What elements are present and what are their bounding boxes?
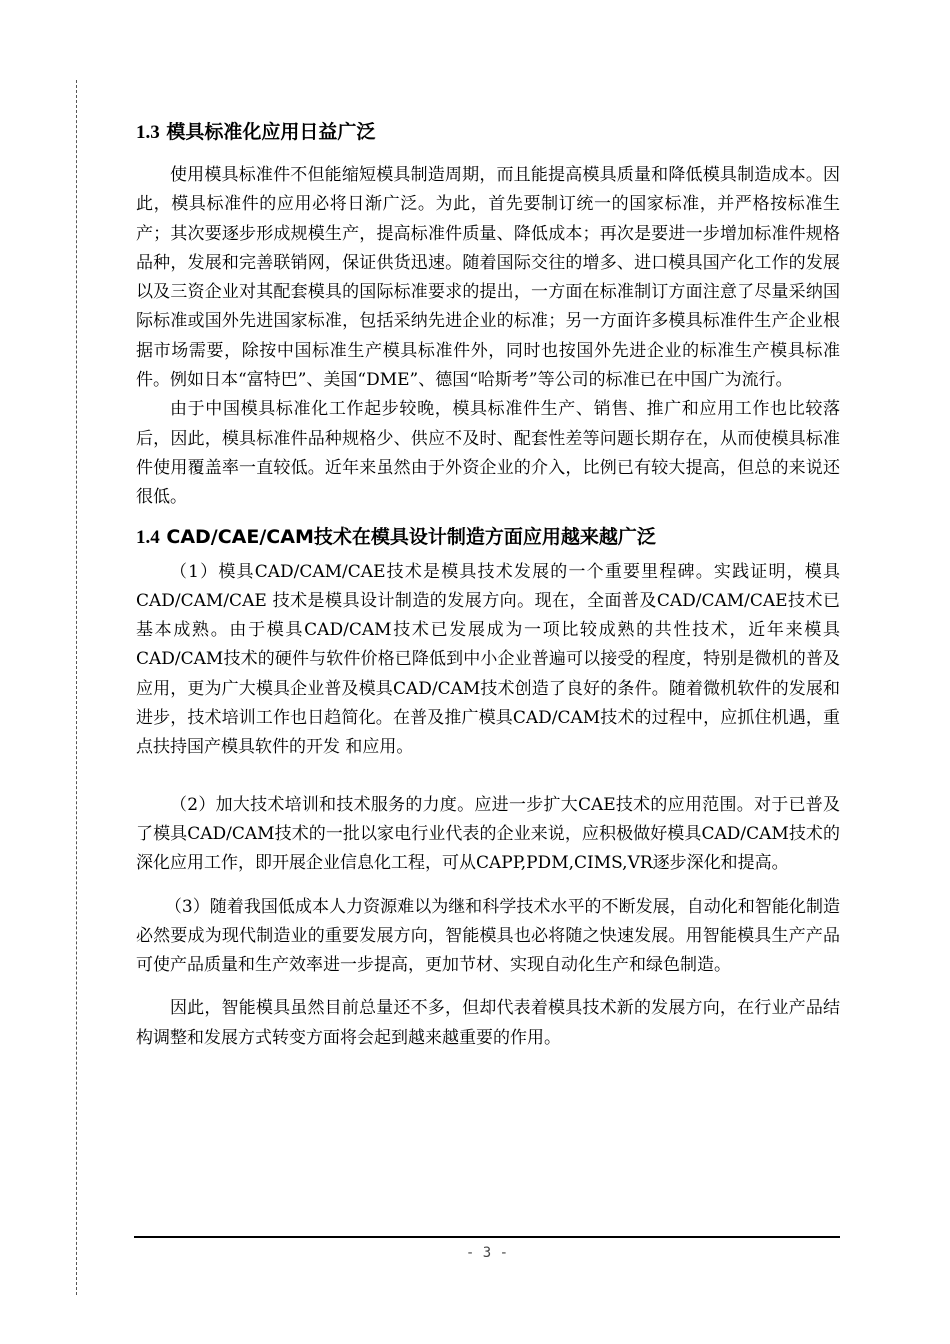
footer-rule [134,1236,840,1238]
section-heading-1-4 [136,523,840,552]
document-body [136,118,840,1053]
paragraph: 因此，智能模具虽然目前总量还不多，但却代表着模具技术新的发展方向，在行业产品结构调整和发展方式转变方面将会起到越来越重要的作用。 [136,998,840,1048]
paragraph: 使用模具标准件不但能缩短模具制造周期，而且能提高模具质量和降低模具制造成本。因此，模具标准件的应用必将日渐广泛。为此，首先要制订统一的国家标准，并严格按标准生产；其次要逐步形成规模生产，提高标准件质量、降低成本；再次是要进一步增加标准件规格品种，发展和完善联销网，保证供货迅速。随着国际交往的增多、进口模具国产化工作的发展以及三资企业对其配套模具的国际标准要求的提出，一方面在标准制订方面注意了尽量采纳国际标准或国外先进国家标准，包括采纳先进企业的标准；另一方面许多模具标准件生产企业根据市场需要，除按中国标准生产模具标准件外，同时也按国外先进企业的标准生产模具标准件。例如日本“富特巴”、美国“DME”、德国“哈斯考”等公司的标准已在中国广为流行。 [136,165,840,391]
section-title: CAD/CAE/CAM技术在模具设计制造方面应用越来越广泛 [166,525,656,548]
section-title: 模具标准化应用日益广泛 [166,121,376,143]
page-number: - 3 - [465,1245,509,1261]
paragraph: （3）随着我国低成本人力资源难以为继和科学技术水平的不断发展，自动化和智能化制造必然要成为现代制造业的重要发展方向，智能模具也必将随之快速发展。用智能模具生产产品可使产品质量和生产效率进一步提高，更加节材、实现自动化生产和绿色制造。 [136,896,840,976]
paragraph: （1）模具CAD/CAM/CAE技术是模具技术发展的一个重要里程碑。实践证明，模具CAD/CAM/CAE 技术是模具设计制造的发展方向。现在，全面普及CAD/CAM/CAE技术已基本成熟。由于模具CAD/CAM技术已发展成为一项比较成熟的共性技术，近年来模具CAD/CAM技术的硬件与软件价格已降低到中小企业普遍可以接受的程度，特别是微机的普及应用，更为广大模具企业普及模具CAD/CAM技术创造了良好的条件。随着微机软件的发展和进步，技术培训工作也日趋简化。在普及推广模具CAD/CAM技术的过程中，应抓住机遇，重点扶持国产模具软件的开发 和应用。 [136,561,840,758]
section-number: 1.3 [136,122,160,143]
section-heading-1-3 [136,118,840,147]
binding-margin-line [76,80,77,1295]
paragraph: 由于中国模具标准化工作起步较晚，模具标准件生产、销售、推广和应用工作也比较落后，因此，模具标准件品种规格少、供应不及时、配套性差等问题长期存在，从而使模具标准件使用覆盖率一直较低。近年来虽然由于外资企业的介入，比例已有较大提高，但总的来说还很低。 [136,399,840,508]
section-number: 1.4 [136,526,160,548]
paragraph: （2）加大技术培训和技术服务的力度。应进一步扩大CAE技术的应用范围。对于已普及了模具CAD/CAM技术的一批以家电行业代表的企业来说，应积极做好模具CAD/CAM技术的深化应用工作，即开展企业信息化工程，可从CAPP,PDM,CIMS,VR逐步深化和提高。 [136,794,840,874]
